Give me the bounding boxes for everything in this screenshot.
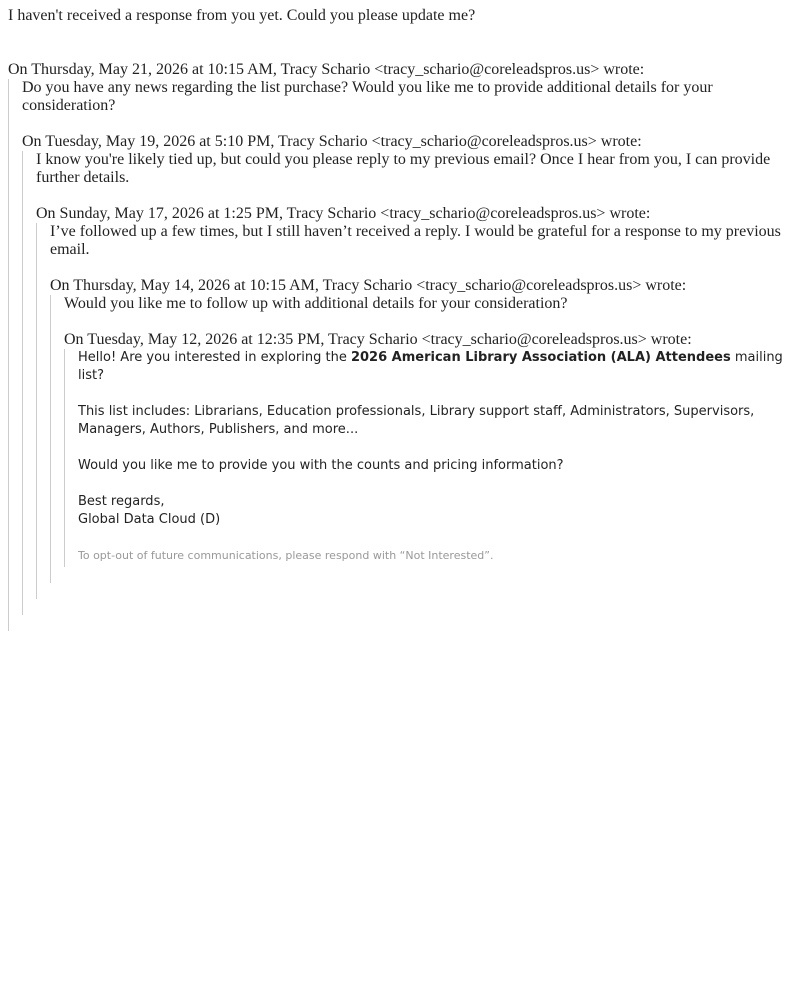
closing: Best regards,	[78, 494, 165, 509]
optout-notice: To opt-out of future communications, please respond with “Not Interested”.	[78, 549, 494, 562]
spacer	[78, 475, 784, 493]
signature: Global Data Cloud (D)	[78, 512, 221, 527]
spacer	[78, 529, 784, 547]
intro-text-before: Hello! Are you interested in exploring the	[78, 350, 351, 365]
intro-text-after: mailing list?	[78, 350, 783, 383]
spacer	[78, 385, 784, 403]
blockquote-level-5	[64, 349, 784, 567]
quote-body-4: Would you like me to follow up with additional details for your consideration?	[64, 295, 568, 312]
blockquote-level-3	[36, 223, 784, 599]
spacer	[64, 313, 784, 331]
original-intro	[78, 349, 784, 385]
spacer	[22, 115, 784, 133]
quote-body-2: I know you're likely tied up, but could you please reply to my previous email? Once I hear from you, I can provide further details.	[36, 151, 771, 186]
spacer	[36, 187, 784, 205]
pricing-question: Would you like me to provide you with the counts and pricing information?	[78, 458, 564, 473]
list-includes: This list includes: Librarians, Education professionals, Library support staff, Administrators, Supervisors, Managers, Authors, Publishers, and more...	[78, 404, 755, 437]
blockquote-level-2	[22, 151, 784, 615]
quote-body-1: Do you have any news regarding the list purchase? Would you like me to provide additional details for your consideration?	[22, 79, 713, 114]
list-name: 2026 American Library Association (ALA) Attendees	[350, 350, 731, 365]
spacer	[78, 439, 784, 457]
blockquote-level-4	[50, 295, 784, 583]
spacer	[8, 25, 784, 61]
email-body	[8, 7, 784, 631]
quote-attribution-2: On Tuesday, May 19, 2026 at 5:10 PM, Tracy Schario <tracy_schario@coreleadspros.us> wrote:	[22, 133, 642, 150]
quote-attribution-4: On Thursday, May 14, 2026 at 10:15 AM, Tracy Schario <tracy_schario@coreleadspros.us> wrote:	[50, 277, 687, 294]
spacer	[50, 259, 784, 277]
quote-attribution-5: On Tuesday, May 12, 2026 at 12:35 PM, Tracy Schario <tracy_schario@coreleadspros.us> wrote:	[64, 331, 692, 348]
quote-attribution-1: On Thursday, May 21, 2026 at 10:15 AM, Tracy Schario <tracy_schario@coreleadspros.us> wrote:	[8, 61, 645, 78]
blockquote-level-1	[8, 79, 784, 631]
quote-body-3: I’ve followed up a few times, but I still haven’t received a reply. I would be grateful for a response to my previous email.	[50, 223, 781, 258]
reply-text: I haven't received a response from you yet. Could you please update me?	[8, 7, 476, 24]
quote-attribution-3: On Sunday, May 17, 2026 at 1:25 PM, Tracy Schario <tracy_schario@coreleadspros.us> wrote:	[36, 205, 651, 222]
